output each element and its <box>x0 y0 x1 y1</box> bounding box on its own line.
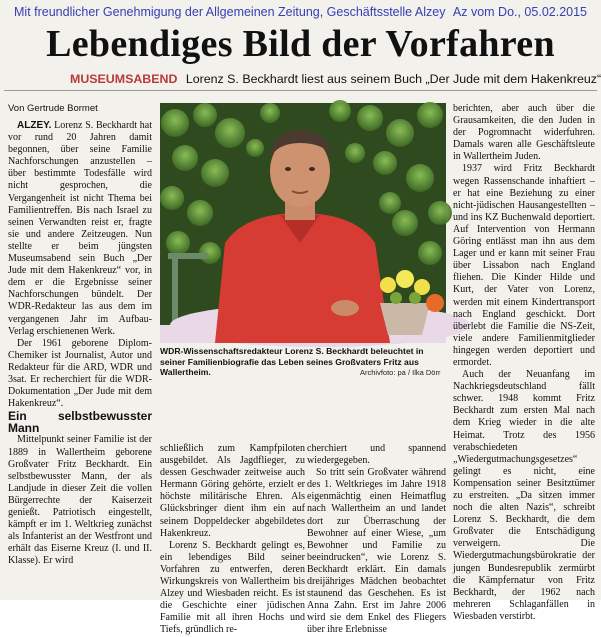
article-column-1 <box>8 120 152 595</box>
photo-caption: WDR-Wissenschaftsredakteur Lorenz S. Beckhardt beleuchtet in seiner Familienbiografie das Leben seines Großvaters Fritz aus Wallertheim. <box>160 346 424 377</box>
article-paragraph: Der 1961 geborene Diplom-Chemiker ist Journalist, Autor und Redakteur für die ARD, WDR und 3sat. Er recherchiert für die WDR-Dokumentation „Der Jude mit dem Hakenkreuz“. <box>8 337 152 410</box>
banner-date: Az vom Do., 05.02.2015 <box>452 5 587 19</box>
article-column-2 <box>160 443 305 636</box>
article-paragraph: 1937 wird Fritz Beckhardt wegen Rassenschande inhaftiert – er hat eine Beziehung zu einer nicht-jüdischen Hausangestellten – und ins KZ Buchenwald deportiert. Auf Intervention von Hermann Göring entlässt man ihn aus dem Lager und er kann mit seiner Frau über Lissabon nach England fliehen. Die Kinder Hilde und Kurt, der Vater von Lorenz, werden mit einem Kindertransport nach England geschickt. Dort überlebt die Familie die NS-Zeit, viele andere Familienmitglieder hingegen werden deportiert und ermordet. <box>453 163 595 368</box>
article-paragraph: Auch der Neuanfang im Nachkriegsdeutschland fällt schwer. 1948 kommt Fritz Beckhardt zum ersten Mal nach dem Krieg wieder in die alte Heimat. Trotz des 1956 verabschiedeten „Wiedergutmachungsgesetzes“ gelingt es nicht, eine Kompensation seiner Besitztümer zu erstreiten. „Da sitzen immer noch die alten Nazis“, schreibt Lorenz S. Beckhardt, die dem Großvater die Entschädigung verweigern. Die Wiedergutmachungsbürokratie der jungen Bundesrepublik zermürbt die Kämpfernatur von Fritz Beckhardt, der 1962 nach mehreren Schlaganfällen in Wiesbaden verstirbt. <box>453 369 595 622</box>
kicker: MUSEUMSABEND <box>70 72 178 86</box>
portrait-photo <box>160 103 446 343</box>
subheadline-text: Lorenz S. Beckhardt liest aus seinem Buch „Der Jude mit dem Hakenkreuz“ <box>185 72 601 86</box>
headline: Lebendiges Bild der Vorfahren <box>46 23 555 65</box>
article-paragraph: berichten, aber auch über die Grausamkeiten, die den Juden in der Pogromnacht widerfuhren. Damals waren alle Geschäftsleute in Wallertheim Juden. <box>453 103 595 163</box>
article-paragraph: So tritt sein Großvater während des 1. Weltkrieges im Jahre 1918 eigenmächtig einen Heimatflug nach Wallertheim an und landet dort zur Überraschung der Bewohner auf einer Wiese, „um Bewohner und Familie zu beeindrucken“, wie Lorenz S. Beckhardt erklärt. Ein damals dreijähriges Mädchen beobachtet staunend das Geschehen. Es ist Anna Zahn. Erst im Jahre 2006 wird sie dem Enkel des Fliegers über ihre Erlebnisse <box>307 467 446 636</box>
byline: Von Gertrude Bormet <box>8 103 98 114</box>
article-column-4 <box>453 103 595 622</box>
article-paragraph: schließlich zum Kampfpiloten ausgebildet. Als Jagdflieger, zu dessen Geschwader zeitweise auch Hermann Göring gehörte, erzielt er höchste militärische Ehren. Als Glücksbringer dient ihm ein auf seinem Doppeldecker abgebildetes Hakenkreuz. <box>160 443 305 539</box>
article-paragraph: Lorenz S. Beckhardt hat vor rund 20 Jahren damit begonnen, über seine Familie Nachforschungen anzustellen – über bestimmte Todesfälle wird nicht gesprochen, die Vergangenheit ist nicht Thema bei Familientreffen. Bis nach Israel zu seinen Verwandten reist er, fragte sie und andere Zeitzeugen. Nun stellte er beim jüngsten Museumsabend sein Buch „Der Jude mit dem Hakenkreuz“ vor, in dem er die Ergebnisse seiner Nachforschungen bündelt. Der WDR-Redakteur las aus dem im vergangenen Jahr im Aufbau-Verlag erschienenen Werk. <box>8 120 153 337</box>
article-paragraph: Mittelpunkt seiner Familie ist der 1889 in Wallertheim geborene Großvater Fritz Beckhardt. Ein selbstbewusster Mann, der als Landjude in dieser Zeit die vollen Bürgerrechte der Kaiserzeit genießt. Patriotisch eingestellt, kämpft er im 1. Weltkrieg zunächst als Infanterist an der Westfront und erhält das Eiserne Kreuz (I. und II. Klasse). Er wird <box>8 434 152 567</box>
article-paragraph: Lorenz S. Beckhardt gelingt es, ein lebendiges Bild seiner Vorfahren zu entwerfen, deren Wirkungskreis von Wallertheim bis Alzey und Wiesbaden reicht. Es ist die Geschichte einer jüdischen Familie mit all ihren Hochs und Tiefs, gründlich re- <box>160 539 305 636</box>
subheadline <box>70 72 601 86</box>
section-subheading: Ein selbstbewusster Mann <box>8 409 152 436</box>
article-column-3 <box>307 443 446 636</box>
header-rule <box>4 90 597 91</box>
article-paragraph: cherchiert und spannend wiedergegeben. <box>307 443 446 467</box>
permission-banner <box>4 3 597 21</box>
dateline: ALZEY. <box>17 120 52 131</box>
photo-credit: Archivfoto: pa / Ilka Dörr <box>360 368 441 377</box>
banner-permission-text: Mit freundlicher Genehmigung der Allgemeinen Zeitung, Geschäftsstelle Alzey <box>14 5 446 19</box>
